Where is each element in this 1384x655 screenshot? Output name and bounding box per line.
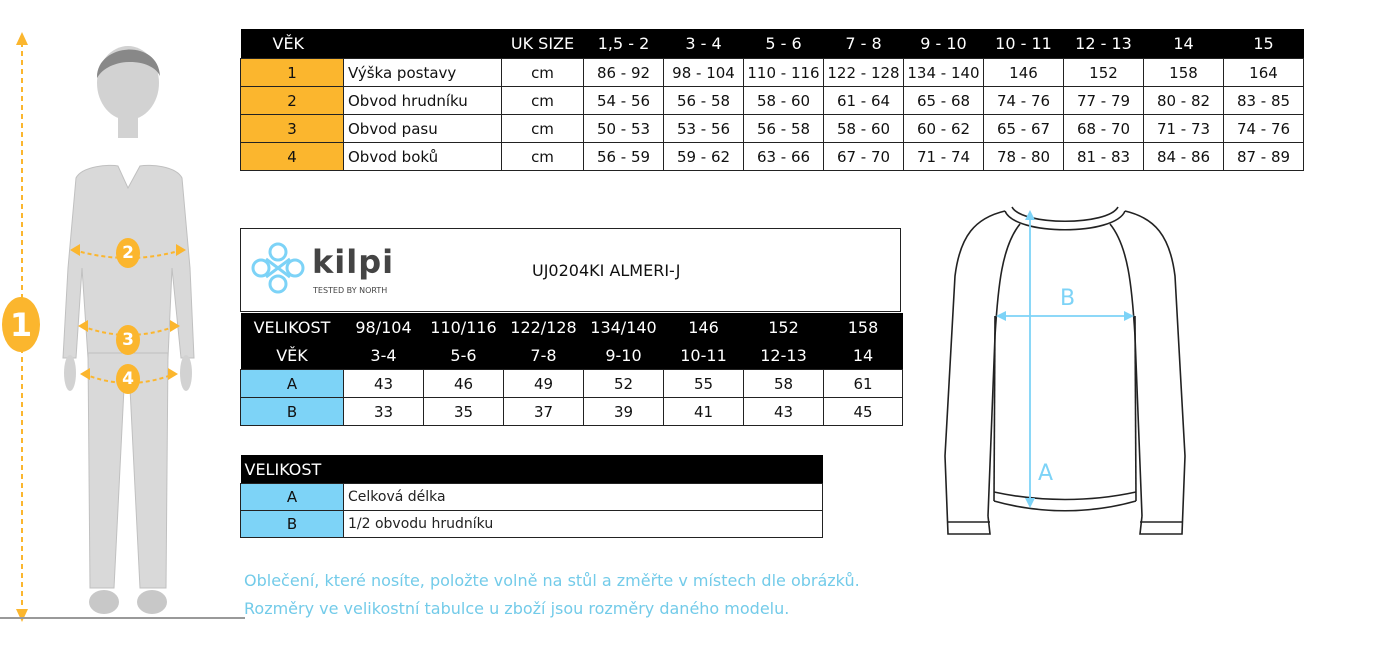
- cell-value: 86 - 92: [584, 59, 664, 87]
- size-header: 98/104: [344, 313, 424, 341]
- cell-value: 52: [584, 370, 664, 398]
- row-number: 4: [241, 143, 344, 171]
- size-chart-table: [240, 29, 1304, 171]
- cell-value: 68 - 70: [1064, 115, 1144, 143]
- size-header: 12 - 13: [1064, 29, 1144, 59]
- cell-value: 80 - 82: [1144, 87, 1224, 115]
- row-number: 3: [241, 115, 344, 143]
- size-header: 158: [824, 313, 903, 341]
- measure-description: Celková délka: [344, 484, 823, 511]
- age-header-row: [241, 341, 903, 370]
- cell-value: 35: [424, 398, 504, 426]
- row-unit: cm: [502, 143, 584, 171]
- size-chart-header-row: [241, 29, 1304, 59]
- table-row: [241, 511, 823, 538]
- size-header: 5 - 6: [744, 29, 824, 59]
- size-header: 7 - 8: [824, 29, 904, 59]
- cell-value: 61: [824, 370, 903, 398]
- age-label-header: VĚK: [241, 341, 344, 370]
- cell-value: 53 - 56: [664, 115, 744, 143]
- garment-measure-b-label: B: [1060, 286, 1076, 311]
- age-header: 9-10: [584, 341, 664, 370]
- size-header: 10 - 11: [984, 29, 1064, 59]
- row-number: 2: [241, 87, 344, 115]
- product-code: UJ0204KI ALMERI-J: [532, 261, 681, 280]
- cell-value: 59 - 62: [664, 143, 744, 171]
- cell-value: 56 - 58: [664, 87, 744, 115]
- cell-value: 37: [504, 398, 584, 426]
- cell-value: 45: [824, 398, 903, 426]
- measurement-legend-table: [240, 455, 823, 538]
- cell-value: 134 - 140: [904, 59, 984, 87]
- cell-value: 67 - 70: [824, 143, 904, 171]
- row-unit: cm: [502, 115, 584, 143]
- cell-value: 41: [664, 398, 744, 426]
- size-header: 9 - 10: [904, 29, 984, 59]
- cell-value: 46: [424, 370, 504, 398]
- size-header: 1,5 - 2: [584, 29, 664, 59]
- size-header: 15: [1224, 29, 1304, 59]
- legend-header: VELIKOST: [241, 455, 823, 484]
- measure-label: B: [241, 511, 344, 538]
- row-unit: cm: [502, 87, 584, 115]
- size-header: 122/128: [504, 313, 584, 341]
- product-size-table: [240, 313, 903, 426]
- cell-value: 164: [1224, 59, 1304, 87]
- age-header: 10-11: [664, 341, 744, 370]
- cell-value: 158: [1144, 59, 1224, 87]
- cell-value: 60 - 62: [904, 115, 984, 143]
- cell-value: 56 - 58: [744, 115, 824, 143]
- cell-value: 43: [344, 370, 424, 398]
- table-row: [241, 115, 1304, 143]
- cell-value: 122 - 128: [824, 59, 904, 87]
- size-header: 14: [1144, 29, 1224, 59]
- cell-value: 77 - 79: [1064, 87, 1144, 115]
- row-label: Výška postavy: [344, 59, 502, 87]
- marker-height: 1: [2, 297, 40, 352]
- cell-value: 71 - 74: [904, 143, 984, 171]
- cell-value: 50 - 53: [584, 115, 664, 143]
- row-number: 1: [241, 59, 344, 87]
- cell-value: 58 - 60: [744, 87, 824, 115]
- cell-value: 83 - 85: [1224, 87, 1304, 115]
- instruction-note: Oblečení, které nosíte, položte volně na stůl a změřte v místech dle obrázků.: [244, 571, 860, 590]
- table-row: [241, 484, 823, 511]
- cell-value: 84 - 86: [1144, 143, 1224, 171]
- cell-value: 98 - 104: [664, 59, 744, 87]
- cell-value: 61 - 64: [824, 87, 904, 115]
- size-header: 110/116: [424, 313, 504, 341]
- garment-measure-a-label: A: [1038, 461, 1054, 486]
- marker-waist: 3: [116, 325, 140, 355]
- cell-value: 58: [744, 370, 824, 398]
- cell-value: 74 - 76: [984, 87, 1064, 115]
- table-row: [241, 59, 1304, 87]
- model-size-note: Rozměry ve velikostní tabulce u zboží jsou rozměry daného modelu.: [244, 599, 790, 618]
- table-row: [241, 370, 903, 398]
- measure-label: B: [241, 398, 344, 426]
- measure-label: A: [241, 370, 344, 398]
- row-label: Obvod hrudníku: [344, 87, 502, 115]
- cell-value: 49: [504, 370, 584, 398]
- measure-description: 1/2 obvodu hrudníku: [344, 511, 823, 538]
- marker-chest: 2: [116, 238, 140, 268]
- cell-value: 56 - 59: [584, 143, 664, 171]
- age-header: 12-13: [744, 341, 824, 370]
- cell-value: 71 - 73: [1144, 115, 1224, 143]
- kilpi-logo-knot-icon: [249, 240, 307, 296]
- cell-value: 152: [1064, 59, 1144, 87]
- cell-value: 74 - 76: [1224, 115, 1304, 143]
- age-header: 14: [824, 341, 903, 370]
- age-header: 5-6: [424, 341, 504, 370]
- cell-value: 110 - 116: [744, 59, 824, 87]
- row-label: Obvod boků: [344, 143, 502, 171]
- age-header: 3-4: [344, 341, 424, 370]
- marker-hips: 4: [116, 364, 140, 394]
- legend-header-row: [241, 455, 823, 484]
- long-sleeve-shirt-illustration: [940, 196, 1190, 546]
- cell-value: 39: [584, 398, 664, 426]
- header-spacer: [344, 29, 502, 59]
- cell-value: 65 - 67: [984, 115, 1064, 143]
- size-label-header: VELIKOST: [241, 313, 344, 341]
- cell-value: 78 - 80: [984, 143, 1064, 171]
- uk-size-header: UK SIZE: [502, 29, 584, 59]
- brand-tagline: TESTED BY NORTH: [313, 286, 388, 295]
- size-header: 134/140: [584, 313, 664, 341]
- size-header: 146: [664, 313, 744, 341]
- cell-value: 43: [744, 398, 824, 426]
- cell-value: 54 - 56: [584, 87, 664, 115]
- table-row: [241, 143, 1304, 171]
- table-row: [241, 87, 1304, 115]
- size-header: 3 - 4: [664, 29, 744, 59]
- row-label: Obvod pasu: [344, 115, 502, 143]
- cell-value: 87 - 89: [1224, 143, 1304, 171]
- cell-value: 33: [344, 398, 424, 426]
- size-header: 152: [744, 313, 824, 341]
- cell-value: 55: [664, 370, 744, 398]
- brand-name: kilpi: [312, 243, 395, 281]
- cell-value: 81 - 83: [1064, 143, 1144, 171]
- table-row: [241, 398, 903, 426]
- size-header-row: [241, 313, 903, 341]
- cell-value: 63 - 66: [744, 143, 824, 171]
- row-unit: cm: [502, 59, 584, 87]
- age-header: VĚK: [241, 29, 344, 59]
- cell-value: 58 - 60: [824, 115, 904, 143]
- age-header: 7-8: [504, 341, 584, 370]
- cell-value: 146: [984, 59, 1064, 87]
- measure-label: A: [241, 484, 344, 511]
- cell-value: 65 - 68: [904, 87, 984, 115]
